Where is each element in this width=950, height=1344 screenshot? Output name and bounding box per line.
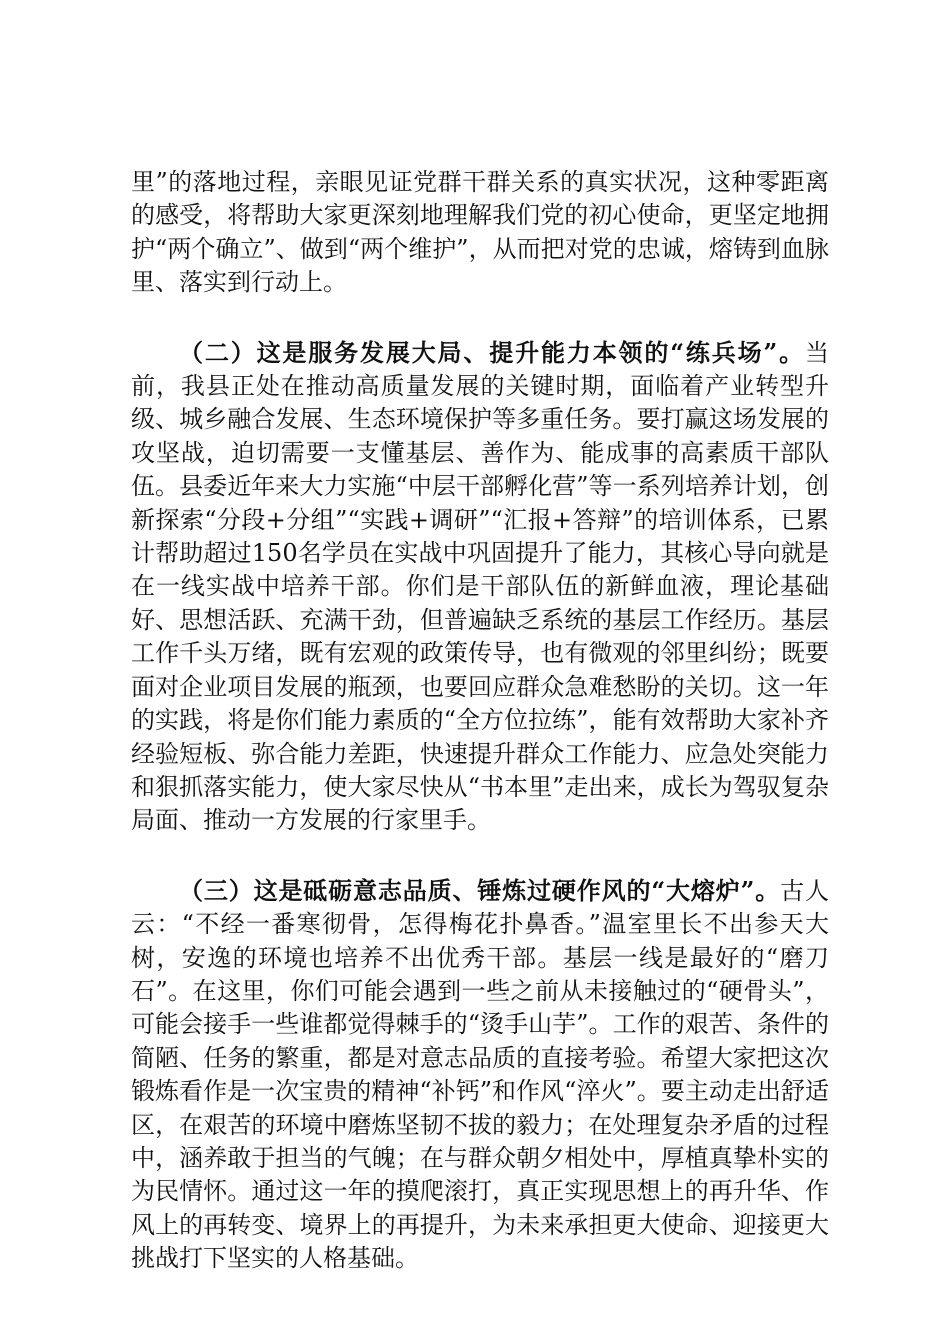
section-two-heading: （二）这是服务发展大局、提升能力本领的“练兵场”。	[179, 337, 805, 367]
section-two-body: 当前，我县正处在推动高质量发展的关键时期，面临着产业转型升级、城乡融合发展、生态环境保护等多重任务。要打赢这场发展的攻坚战，迫切需要一支懂基层、善作为、能成事的高素质干部队伍。县委近年来大力实施“中层干部孵化营”等一系列培养计划，创新探索“分段+分组”“实践+调研”“汇报+答辩”的培训体系，已累计帮助超过150名学员在实战中巩固提升了能力，其核心导向就是在一线实战中培养干部。你们是干部队伍的新鲜血液，理论基础好、思想活跃、充满干劲，但普遍缺乏系统的基层工作经历。基层工作千头万绪，既有宏观的政策传导，也有微观的邻里纠纷；既要面对企业项目发展的瓶颈，也要回应群众急难愁盼的关切。这一年的实践，将是你们能力素质的“全方位拉练”，能有效帮助大家补齐经验短板、弥合能力差距，快速提升群众工作能力、应急处突能力和狠抓落实能力，使大家尽快从“书本里”走出来，成长为驾驭复杂局面、推动一方发展的行家里手。	[131, 338, 829, 835]
section-two-paragraph	[131, 336, 829, 838]
paragraph-continuation: 里”的落地过程，亲眼见证党群干群关系的真实状况，这种零距离的感受，将帮助大家更深刻地理解我们党的初心使命，更坚定地拥护“两个确立”、做到“两个维护”，从而把对党的忠诚，熔铸到血脉里、落实到行动上。	[131, 168, 829, 297]
paragraph-gap	[131, 838, 829, 874]
section-three-paragraph	[131, 874, 829, 1276]
section-three-body: 古人云：“不经一番寒彻骨，怎得梅花扑鼻香。”温室里长不出参天大树，安逸的环境也培养不出优秀干部。基层一线是最好的“磨刀石”。在这里，你们可能会遇到一些之前从未接触过的“硬骨头”，可能会接手一些谁都觉得棘手的“烫手山芋”。工作的艰苦、条件的简陋、任务的繁重，都是对意志品质的直接考验。希望大家把这次锻炼看作是一次宝贵的精神“补钙”和作风“淬火”。要主动走出舒适区，在艰苦的环境中磨炼坚韧不拔的毅力；在处理复杂矛盾的过程中，涵养敢于担当的气魄；在与群众朝夕相处中，厚植真挚朴实的为民情怀。通过这一年的摸爬滚打，真正实现思想上的再升华、作风上的再转变、境界上的再提升，为未来承担更大使命、迎接更大挑战打下坚实的人格基础。	[131, 876, 830, 1273]
section-three-heading: （三）这是砥砺意志品质、锤炼过硬作风的“大熔炉”。	[179, 875, 781, 905]
paragraph-gap	[131, 300, 829, 336]
document-body	[131, 166, 829, 1276]
